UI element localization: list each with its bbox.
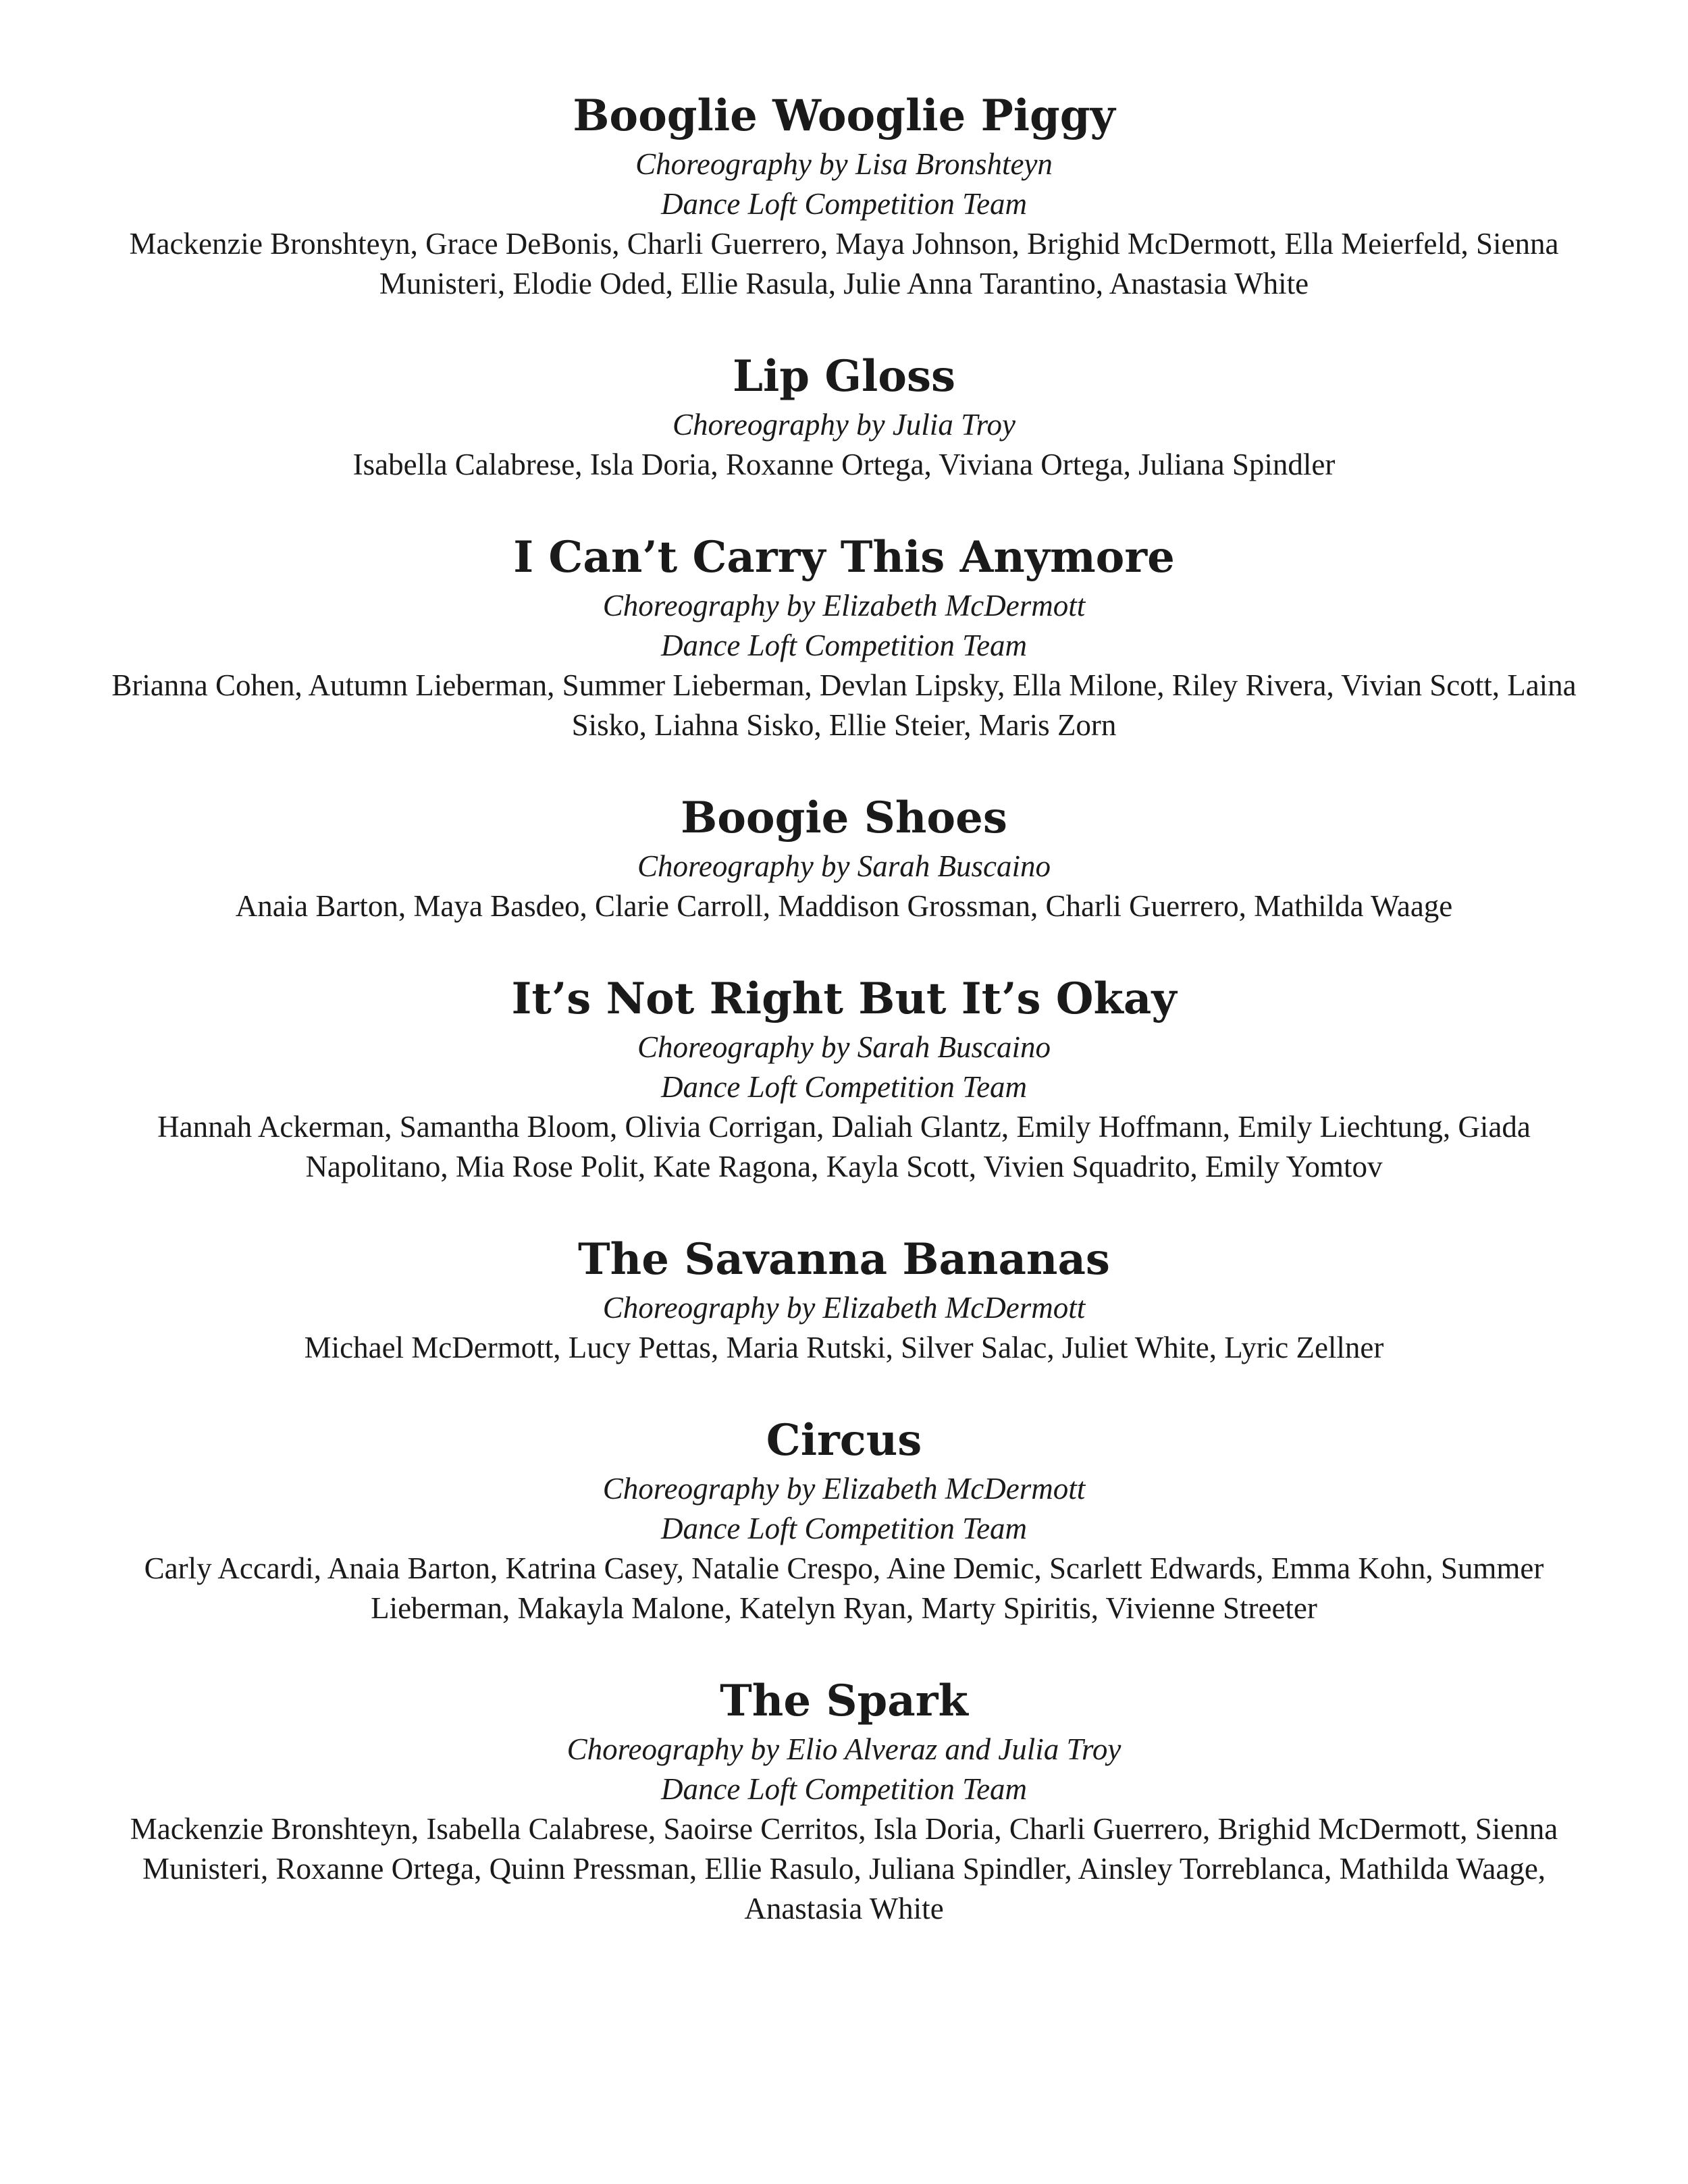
cast-line: Napolitano, Mia Rose Polit, Kate Ragona, Kayla Scott, Vivien Squadrito, Emily Yomtov [305,1150,1383,1183]
dance-entry [47,1231,1641,1368]
cast-list [47,666,1641,745]
dance-entry [47,348,1641,485]
cast-line: Brianna Cohen, Autumn Lieberman, Summer Lieberman, Devlan Lipsky, Ella Milone, Riley Rivera, Vivian Scott, Laina [111,668,1577,702]
team-credit: Dance Loft Competition Team [660,1512,1028,1545]
cast-line: Mackenzie Bronshteyn, Grace DeBonis, Charli Guerrero, Maya Johnson, Brighid McDermott, Ella Meierfeld, Sienna [129,227,1559,261]
cast-line: Anastasia White [744,1892,944,1925]
cast-line: Munisteri, Elodie Oded, Ellie Rasula, Julie Anna Tarantino, Anastasia White [379,267,1309,300]
choreographer-credit: Choreography by Sarah Buscaino [637,1030,1051,1064]
cast-list [47,445,1641,485]
dance-entry [47,971,1641,1187]
choreographer-credit: Choreography by Lisa Bronshteyn [635,147,1053,181]
cast-list [47,224,1641,304]
cast-line: Lieberman, Makayla Malone, Katelyn Ryan, Marty Spiritis, Vivienne Streeter [371,1591,1317,1625]
choreographer-credit: Choreography by Elizabeth McDermott [602,1291,1086,1325]
cast-list [47,1549,1641,1628]
team-credit: Dance Loft Competition Team [660,1070,1028,1104]
choreographer-credit: Choreography by Elizabeth McDermott [602,1472,1086,1506]
dance-entry [47,88,1641,304]
cast-line: Sisko, Liahna Sisko, Ellie Steier, Maris Zorn [571,708,1117,742]
dance-entry [47,529,1641,745]
dance-title: Booglie Wooglie Piggy [573,90,1115,141]
cast-list [47,1328,1641,1368]
dance-title: The Spark [720,1676,968,1726]
dance-entry [47,790,1641,926]
dance-title: The Savanna Bananas [578,1234,1110,1285]
dance-title: I Can’t Carry This Anymore [513,532,1175,583]
cast-line: Munisteri, Roxanne Ortega, Quinn Pressman, Ellie Rasulo, Juliana Spindler, Ainsley Torreblanca, Mathilda Waage, [142,1852,1546,1886]
cast-line: Mackenzie Bronshteyn, Isabella Calabrese, Saoirse Cerritos, Isla Doria, Charli Guerrero, Brighid McDermott, Sienna [130,1812,1558,1846]
cast-line: Isabella Calabrese, Isla Doria, Roxanne Ortega, Viviana Ortega, Juliana Spindler [352,448,1336,481]
team-credit: Dance Loft Competition Team [660,629,1028,662]
dance-entry [47,1412,1641,1628]
choreographer-credit: Choreography by Elizabeth McDermott [602,589,1086,622]
cast-line: Carly Accardi, Anaia Barton, Katrina Casey, Natalie Crespo, Aine Demic, Scarlett Edwards, Emma Kohn, Summer [144,1551,1544,1585]
cast-list [47,1107,1641,1187]
team-credit: Dance Loft Competition Team [660,187,1028,221]
cast-list [47,1809,1641,1929]
dance-title: Lip Gloss [732,351,956,402]
cast-line: Michael McDermott, Lucy Pettas, Maria Rutski, Silver Salac, Juliet White, Lyric Zellner [304,1331,1384,1364]
team-credit: Dance Loft Competition Team [660,1772,1028,1806]
dance-entry [47,1673,1641,1929]
cast-list [47,886,1641,926]
dance-title: Circus [766,1415,922,1466]
dance-title: It’s Not Right But It’s Okay [511,974,1177,1024]
cast-line: Anaia Barton, Maya Basdeo, Clarie Carroll, Maddison Grossman, Charli Guerrero, Mathilda Waage [235,889,1453,923]
choreographer-credit: Choreography by Elio Alveraz and Julia Troy [566,1732,1122,1766]
choreographer-credit: Choreography by Julia Troy [672,408,1016,442]
cast-line: Hannah Ackerman, Samantha Bloom, Olivia Corrigan, Daliah Glantz, Emily Hoffmann, Emily Liechtung, Giada [157,1110,1531,1144]
dance-title: Boogie Shoes [681,793,1007,843]
choreographer-credit: Choreography by Sarah Buscaino [637,849,1051,883]
